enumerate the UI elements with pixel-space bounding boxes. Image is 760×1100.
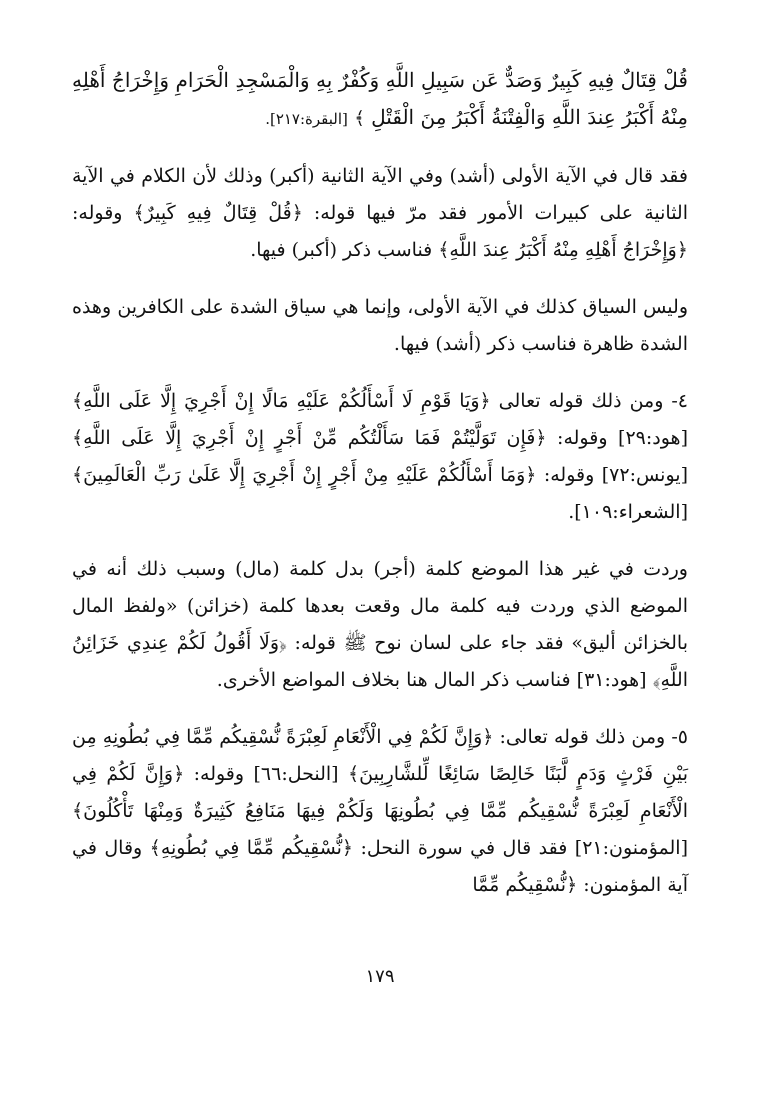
paragraph-1: فقد قال في الآية الأولى (أشد) وفي الآية الثانية (أكبر) وذلك لأن الكلام في الآية الثانية على كبيرات الأمور فقد مرّ فيها قوله: ﴿قُلْ قِتَالٌ فِيهِ كَبِيرٌ﴾ وقوله: ﴿وَإِخْرَاجُ أَهْلِهِ مِنْهُ أَكْبَرُ عِندَ اللَّهِ﴾ فناسب ذكر (أكبر) فيها. [72, 165, 688, 261]
verse-reference: [البقرة:٢١٧]. [265, 110, 348, 128]
page-content [72, 62, 688, 924]
paragraph-5: ٥- ومن ذلك قوله تعالى: ﴿وَإِنَّ لَكُمْ فِي الْأَنْعَامِ لَعِبْرَةً نُّسْقِيكُم مِّمَّا فِي بُطُونِهِ مِن بَيْنِ فَرْثٍ وَدَمٍ لَّبَنًا خَالِصًا سَائِغًا لِّلشَّارِبِينَ﴾ [النحل:٦٦] وقوله: ﴿وَإِنَّ لَكُمْ فِي الْأَنْعَامِ لَعِبْرَةً نُّسْقِيكُم مِّمَّا فِي بُطُونِهَا وَلَكُمْ فِيهَا مَنَافِعُ كَثِيرَةٌ وَمِنْهَا تَأْكُلُونَ﴾ [المؤمنون:٢١] فقد قال في سورة النحل: ﴿نُّسْقِيكُم مِّمَّا فِي بُطُونِهِ﴾ وقال في آية المؤمنون: ﴿نُّسْقِيكُم مِّمَّا [72, 726, 688, 896]
paragraph-2: وليس السياق كذلك في الآية الأولى، وإنما هي سياق الشدة على الكافرين وهذه الشدة ظاهرة فناسب ذكر (أشد) فيها. [72, 296, 688, 355]
verse-text: قُلْ قِتَالٌ فِيهِ كَبِيرٌ وَصَدٌّ عَن سَبِيلِ اللَّهِ وَكُفْرٌ بِهِ وَالْمَسْجِدِ الْحَرَامِ وَإِخْرَاجُ أَهْلِهِ مِنْهُ أَكْبَرُ عِندَ اللَّهِ وَالْفِتْنَةُ أَكْبَرُ مِنَ الْقَتْلِ [72, 68, 688, 129]
paragraph-3: ٤- ومن ذلك قوله تعالى ﴿وَيَا قَوْمِ لَا أَسْأَلُكُمْ عَلَيْهِ مَالًا إِنْ أَجْرِيَ إِلَّا عَلَى اللَّهِ﴾ [هود:٢٩] وقوله: ﴿فَإِن تَوَلَّيْتُمْ فَمَا سَأَلْتُكُم مِّنْ أَجْرٍ إِنْ أَجْرِيَ إِلَّا عَلَى اللَّهِ﴾ [يونس:٧٢] وقوله: ﴿وَمَا أَسْأَلُكُمْ عَلَيْهِ مِنْ أَجْرٍ إِنْ أَجْرِيَ إِلَّا عَلَىٰ رَبِّ الْعَالَمِينَ﴾ [الشعراء:١٠٩]. [72, 390, 688, 523]
page-number: ١٧٩ [365, 966, 395, 987]
quran-verse-paragraph [72, 62, 688, 138]
paragraph-4: وردت في غير هذا الموضع كلمة (أجر) بدل كلمة (مال) وسبب ذلك أنه في الموضع الذي وردت فيه كلمة مال وقعت بعدها كلمة (خزائن) «ولفظ المال بالخزائن أليق» فقد جاء على لسان نوح ﷺ قوله: ﴿وَلَا أَقُولُ لَكُمْ عِندِي خَزَائِنُ اللَّهِ﴾ [هود:٣١] فناسب ذكر المال هنا بخلاف المواضع الأخرى. [72, 558, 688, 691]
verse-end-bracket: ﴾ [354, 108, 365, 129]
